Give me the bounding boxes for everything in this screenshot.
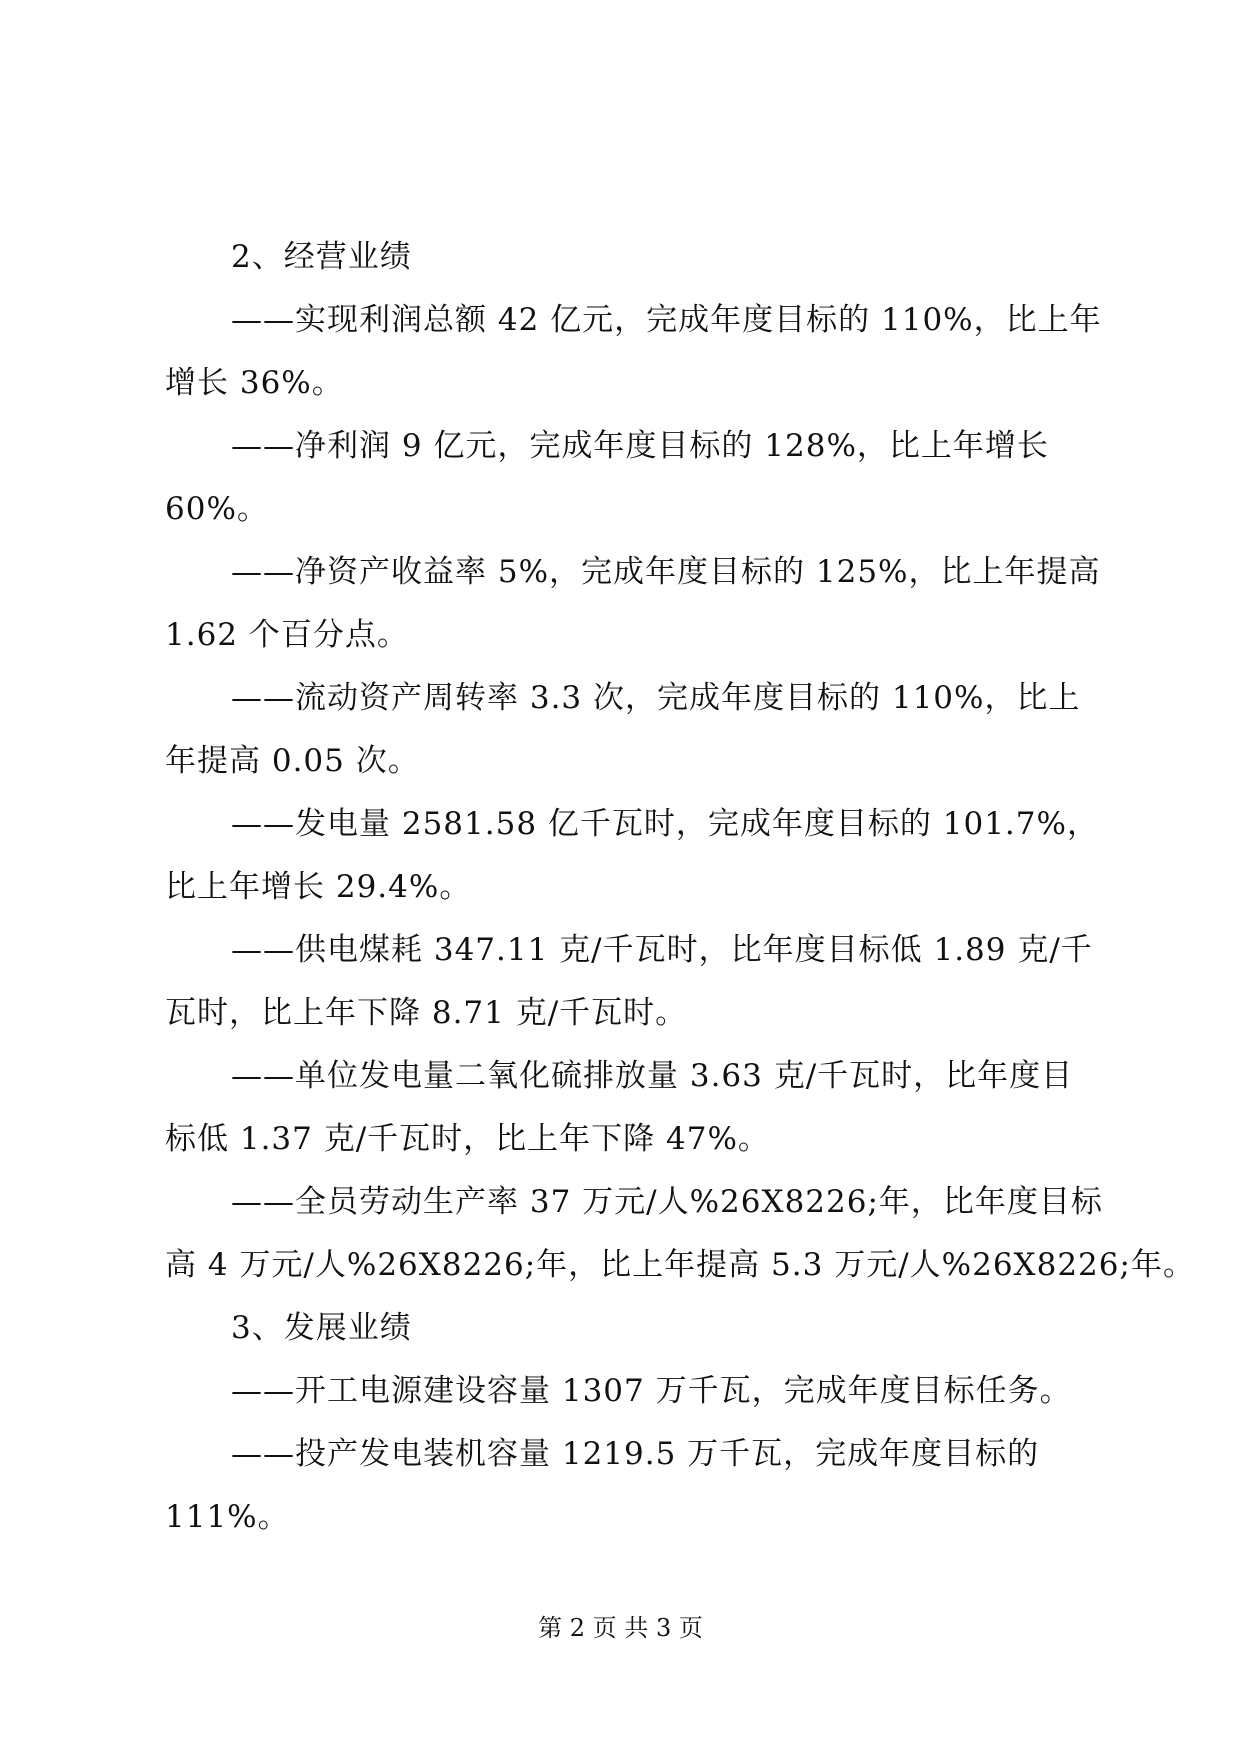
paragraph-line: 111%。 [165,1499,290,1535]
paragraph-line: ——开工电源建设容量 1307 万千瓦，完成年度目标任务。 [231,1373,1072,1409]
paragraph-line: ——净利润 9 亿元，完成年度目标的 128%，比上年增长 [231,428,1049,464]
paragraph-line: ——全员劳动生产率 37 万元/人%26X8226;年，比年度目标 [231,1184,1103,1220]
paragraph-line: 60%。 [165,491,269,527]
paragraph-line: ——单位发电量二氧化硫排放量 3.63 克/千瓦时，比年度目 [231,1058,1074,1094]
paragraph-line: ——供电煤耗 347.11 克/千瓦时，比年度目标低 1.89 克/千 [231,932,1093,968]
paragraph-line: ——实现利润总额 42 亿元，完成年度目标的 110%，比上年 [231,302,1102,338]
page-footer: 第 2 页 共 3 页 [538,1614,703,1642]
paragraph-line: ——投产发电装机容量 1219.5 万千瓦，完成年度目标的 [231,1436,1040,1472]
paragraph-line: 比上年增长 29.4%。 [165,869,472,905]
paragraph-line: 年提高 0.05 次。 [165,743,420,779]
paragraph-line: 1.62 个百分点。 [165,617,409,653]
paragraph-line: 增长 36%。 [165,365,344,401]
paragraph-line: 标低 1.37 克/千瓦时，比上年下降 47%。 [165,1121,770,1157]
paragraph-line: 瓦时，比上年下降 8.71 克/千瓦时。 [165,995,688,1031]
paragraph-line: ——流动资产周转率 3.3 次，完成年度目标的 110%，比上 [231,680,1081,716]
document-body [165,226,1195,1549]
section-heading-development: 3、发展业绩 [231,1310,412,1346]
section-heading-operating: 2、经营业绩 [231,239,412,275]
paragraph-line: ——发电量 2581.58 亿千瓦时，完成年度目标的 101.7%， [231,806,1099,842]
paragraph-line: 高 4 万元/人%26X8226;年，比上年提高 5.3 万元/人%26X8226;年。 [165,1247,1195,1283]
paragraph-line: ——净资产收益率 5%，完成年度目标的 125%，比上年提高 [231,554,1101,590]
